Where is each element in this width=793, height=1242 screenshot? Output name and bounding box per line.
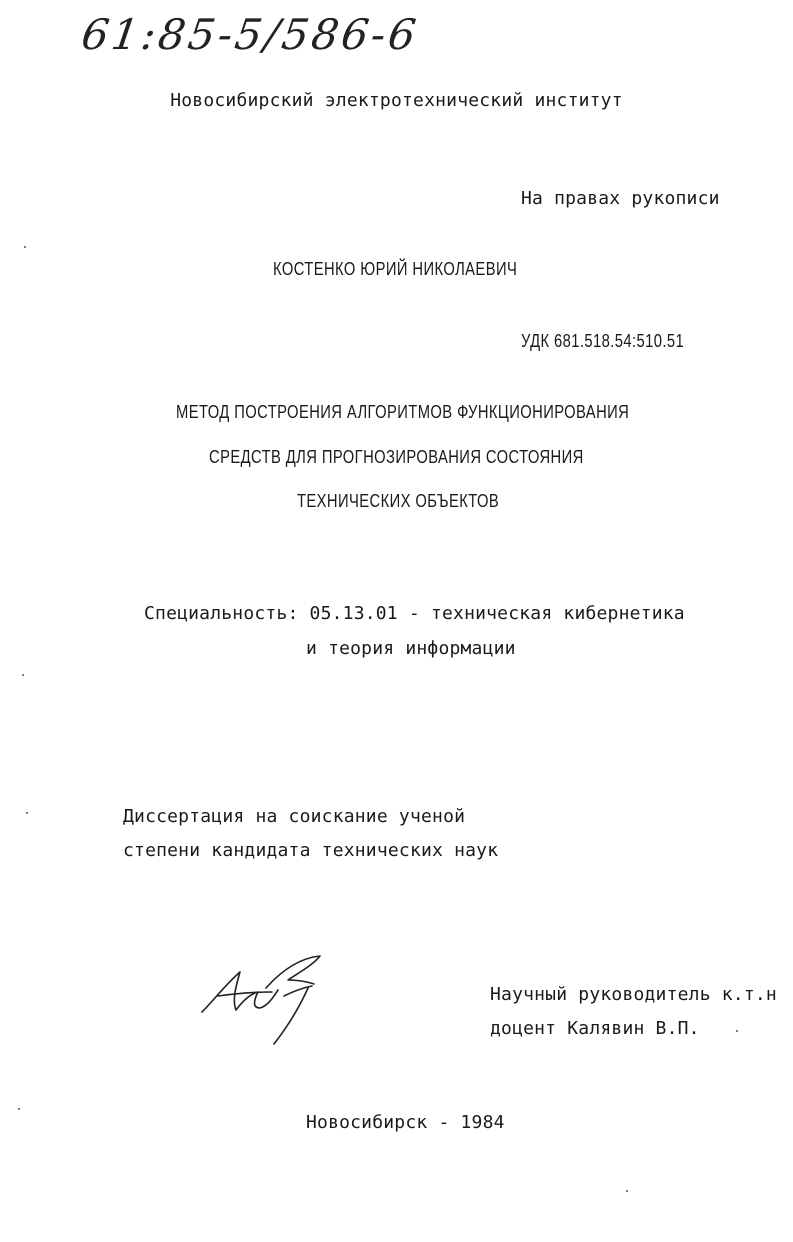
institute-name: Новосибирский электротехнический институт [170, 90, 623, 111]
city-year: Новосибирск - 1984 [306, 1112, 505, 1133]
scan-speck [736, 1030, 738, 1032]
advisor-line-2: доцент Калявин В.П. [490, 1018, 700, 1039]
scan-speck [626, 1190, 628, 1192]
signature-image [196, 950, 336, 1050]
advisor-line-1: Научный руководитель к.т.н [490, 984, 777, 1005]
dissertation-line-1: Диссертация на соискание ученой [123, 806, 466, 827]
thesis-title-line-1: МЕТОД ПОСТРОЕНИЯ АЛГОРИТМОВ ФУНКЦИОНИРОВАНИЯ [176, 402, 630, 422]
thesis-title-line-3: ТЕХНИЧЕСКИХ ОБЪЕКТОВ [297, 491, 500, 511]
specialty-line-2: и теория информации [306, 638, 516, 659]
udc-code: УДК 681.518.54:510.51 [521, 331, 685, 351]
manuscript-rights: На правах рукописи [521, 188, 720, 209]
dissertation-line-2: степени кандидата технических наук [123, 840, 499, 861]
scan-speck [26, 812, 28, 814]
scan-speck [22, 674, 24, 676]
specialty-line-1: Специальность: 05.13.01 - техническая кибернетика [144, 603, 685, 624]
scan-speck [24, 246, 26, 248]
archive-mark: 61:85-5/586-6 [78, 10, 422, 59]
thesis-title-line-2: СРЕДСТВ ДЛЯ ПРОГНОЗИРОВАНИЯ СОСТОЯНИЯ [209, 447, 584, 467]
author-name: КОСТЕНКО ЮРИЙ НИКОЛАЕВИЧ [273, 259, 518, 279]
scan-speck [18, 1108, 20, 1110]
